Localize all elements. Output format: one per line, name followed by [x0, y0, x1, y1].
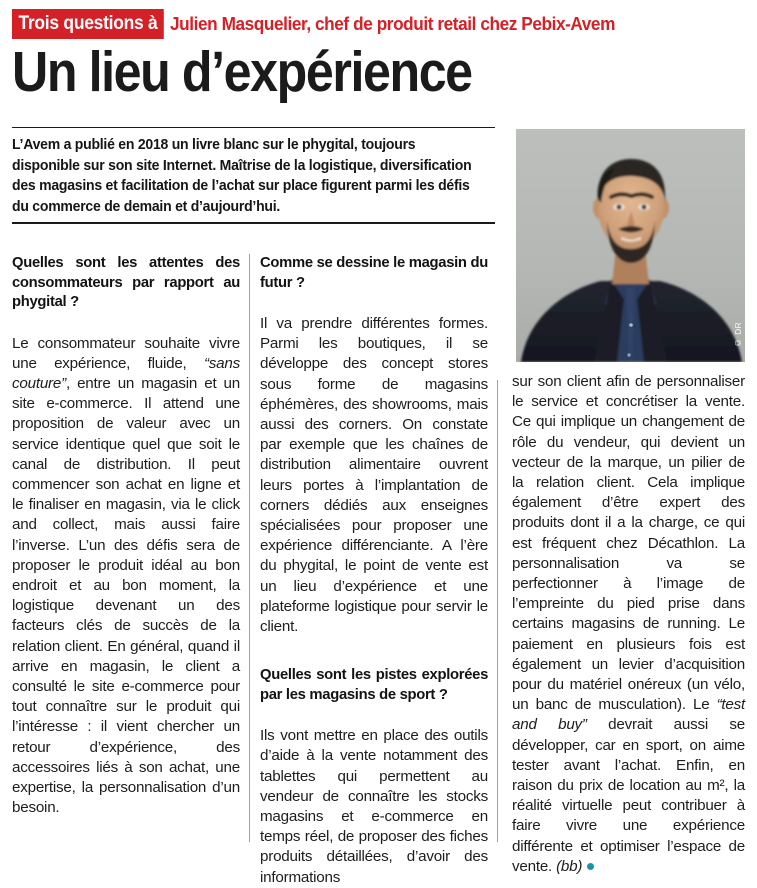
answer-3: Ils vont mettre en place des outils d’aide à la vente notamment des tablettes qui permettent au vendeur de connaître les stocks magasins et e-commerce en temps réel, de proposer des fiches produits détaillées, d’avoir des informations: [260, 727, 488, 886]
answer-3-quote: “test and buy”: [512, 696, 745, 734]
column-3: [512, 126, 745, 875]
kicker-badge: Trois questions à: [12, 9, 164, 39]
rule-above-standfirst: [12, 127, 495, 128]
photo-credit: © DR: [732, 322, 743, 348]
answer-1: [12, 334, 240, 819]
standfirst-text: L’Avem a publié en 2018 un livre blanc sur le phygital, toujours disponible sur son site Internet. Maîtrise de la logistique, diversification des magasins et facilitation de l’achat sur place figurent parmi les défis du commerce de demain et d’aujourd’hui.: [12, 137, 472, 215]
column-2: [260, 254, 488, 886]
standfirst-block: [12, 127, 495, 224]
question-3: Quelles sont les pistes explorées par les magasins de sport ?: [260, 667, 488, 703]
author-signature: (bb): [556, 857, 583, 875]
answer-3-part2: devrait aussi se développer, car en sport, on aime tester avant l’achat. Enfin, en raison du prix de location au m², la réalité virtuelle peut contribuer à faire vivre une expérience différente et optimiser l’espace de vente.: [512, 716, 745, 875]
answer-1-part2: , entre un magasin et un site e-commerce. Il attend une proposition de valeur avec un service identique quel que soit le canal de distribution. Il peut commencer son achat en ligne et le finaliser en magasin, via le click and collect, mais aussi faire l’inverse. L’un des défis sera de proposer le produit idéal au bon endroit et au bon moment, la logistique devenant un des facteurs clés de succès de la relation client. En général, quand il arrive en magasin, le client a consulté le site e-commerce pour tout connaître sur le produit qui l’intéresse : il vient chercher un retour d’expérience, des accessoires liés à son achat, une expertise, la personnalisation d’un besoin.: [12, 374, 240, 817]
answer-1-quote: “sans couture”: [12, 354, 240, 392]
kicker-interviewee-name: Julien Masquelier, chef de produit retail chez Pebix-Avem: [170, 12, 616, 34]
page-title: Un lieu d’expérience: [12, 40, 472, 104]
end-mark-icon: [587, 863, 594, 870]
rule-below-standfirst: [12, 222, 495, 224]
column-1: [12, 254, 240, 844]
answer-1-part1: Le consommateur souhaite vivre une expérience, fluide,: [12, 334, 240, 372]
question-1: Quelles sont les attentes des consommateurs par rapport au phygital ?: [12, 255, 240, 310]
kicker-row: [12, 0, 745, 39]
answer-3-continued: [512, 372, 745, 877]
question-2: Comme se dessine le magasin du futur ?: [260, 255, 488, 291]
answer-2: Il va prendre différentes formes. Parmi les boutiques, il se développe des concept stores sous forme de magasins éphémères, des showrooms, mais aussi des corners. On constate par exemple que les chaînes de distribution alimentaire ouvrent leurs portes à l’implantation de corners dédiés aux enseignes spécialisées pour proposer une expérience différenciante. A l’ère du phygital, le point de vente est un lieu d’expérience et une plateforme logistique pour servir le client.: [260, 315, 488, 636]
answer-3-part1: sur son client afin de personnaliser le service et concrétiser la vente. Ce qui implique un changement de rôle du vendeur, qui devient un vecteur de la marque, un pilier de la relation client. Cela implique également d’être expert des produits dont il a la charge, ce qui est fréquent chez Décathlon. La personnalisation va se perfectionner à l’image de l’empreinte du pied prise dans certains magasins de running. Le paiement en plusieurs fois est également un levier d’acquisition pour du matériel onéreux (un vélo, un banc de musculation). Le: [512, 373, 745, 714]
column-3-text: [512, 372, 745, 877]
